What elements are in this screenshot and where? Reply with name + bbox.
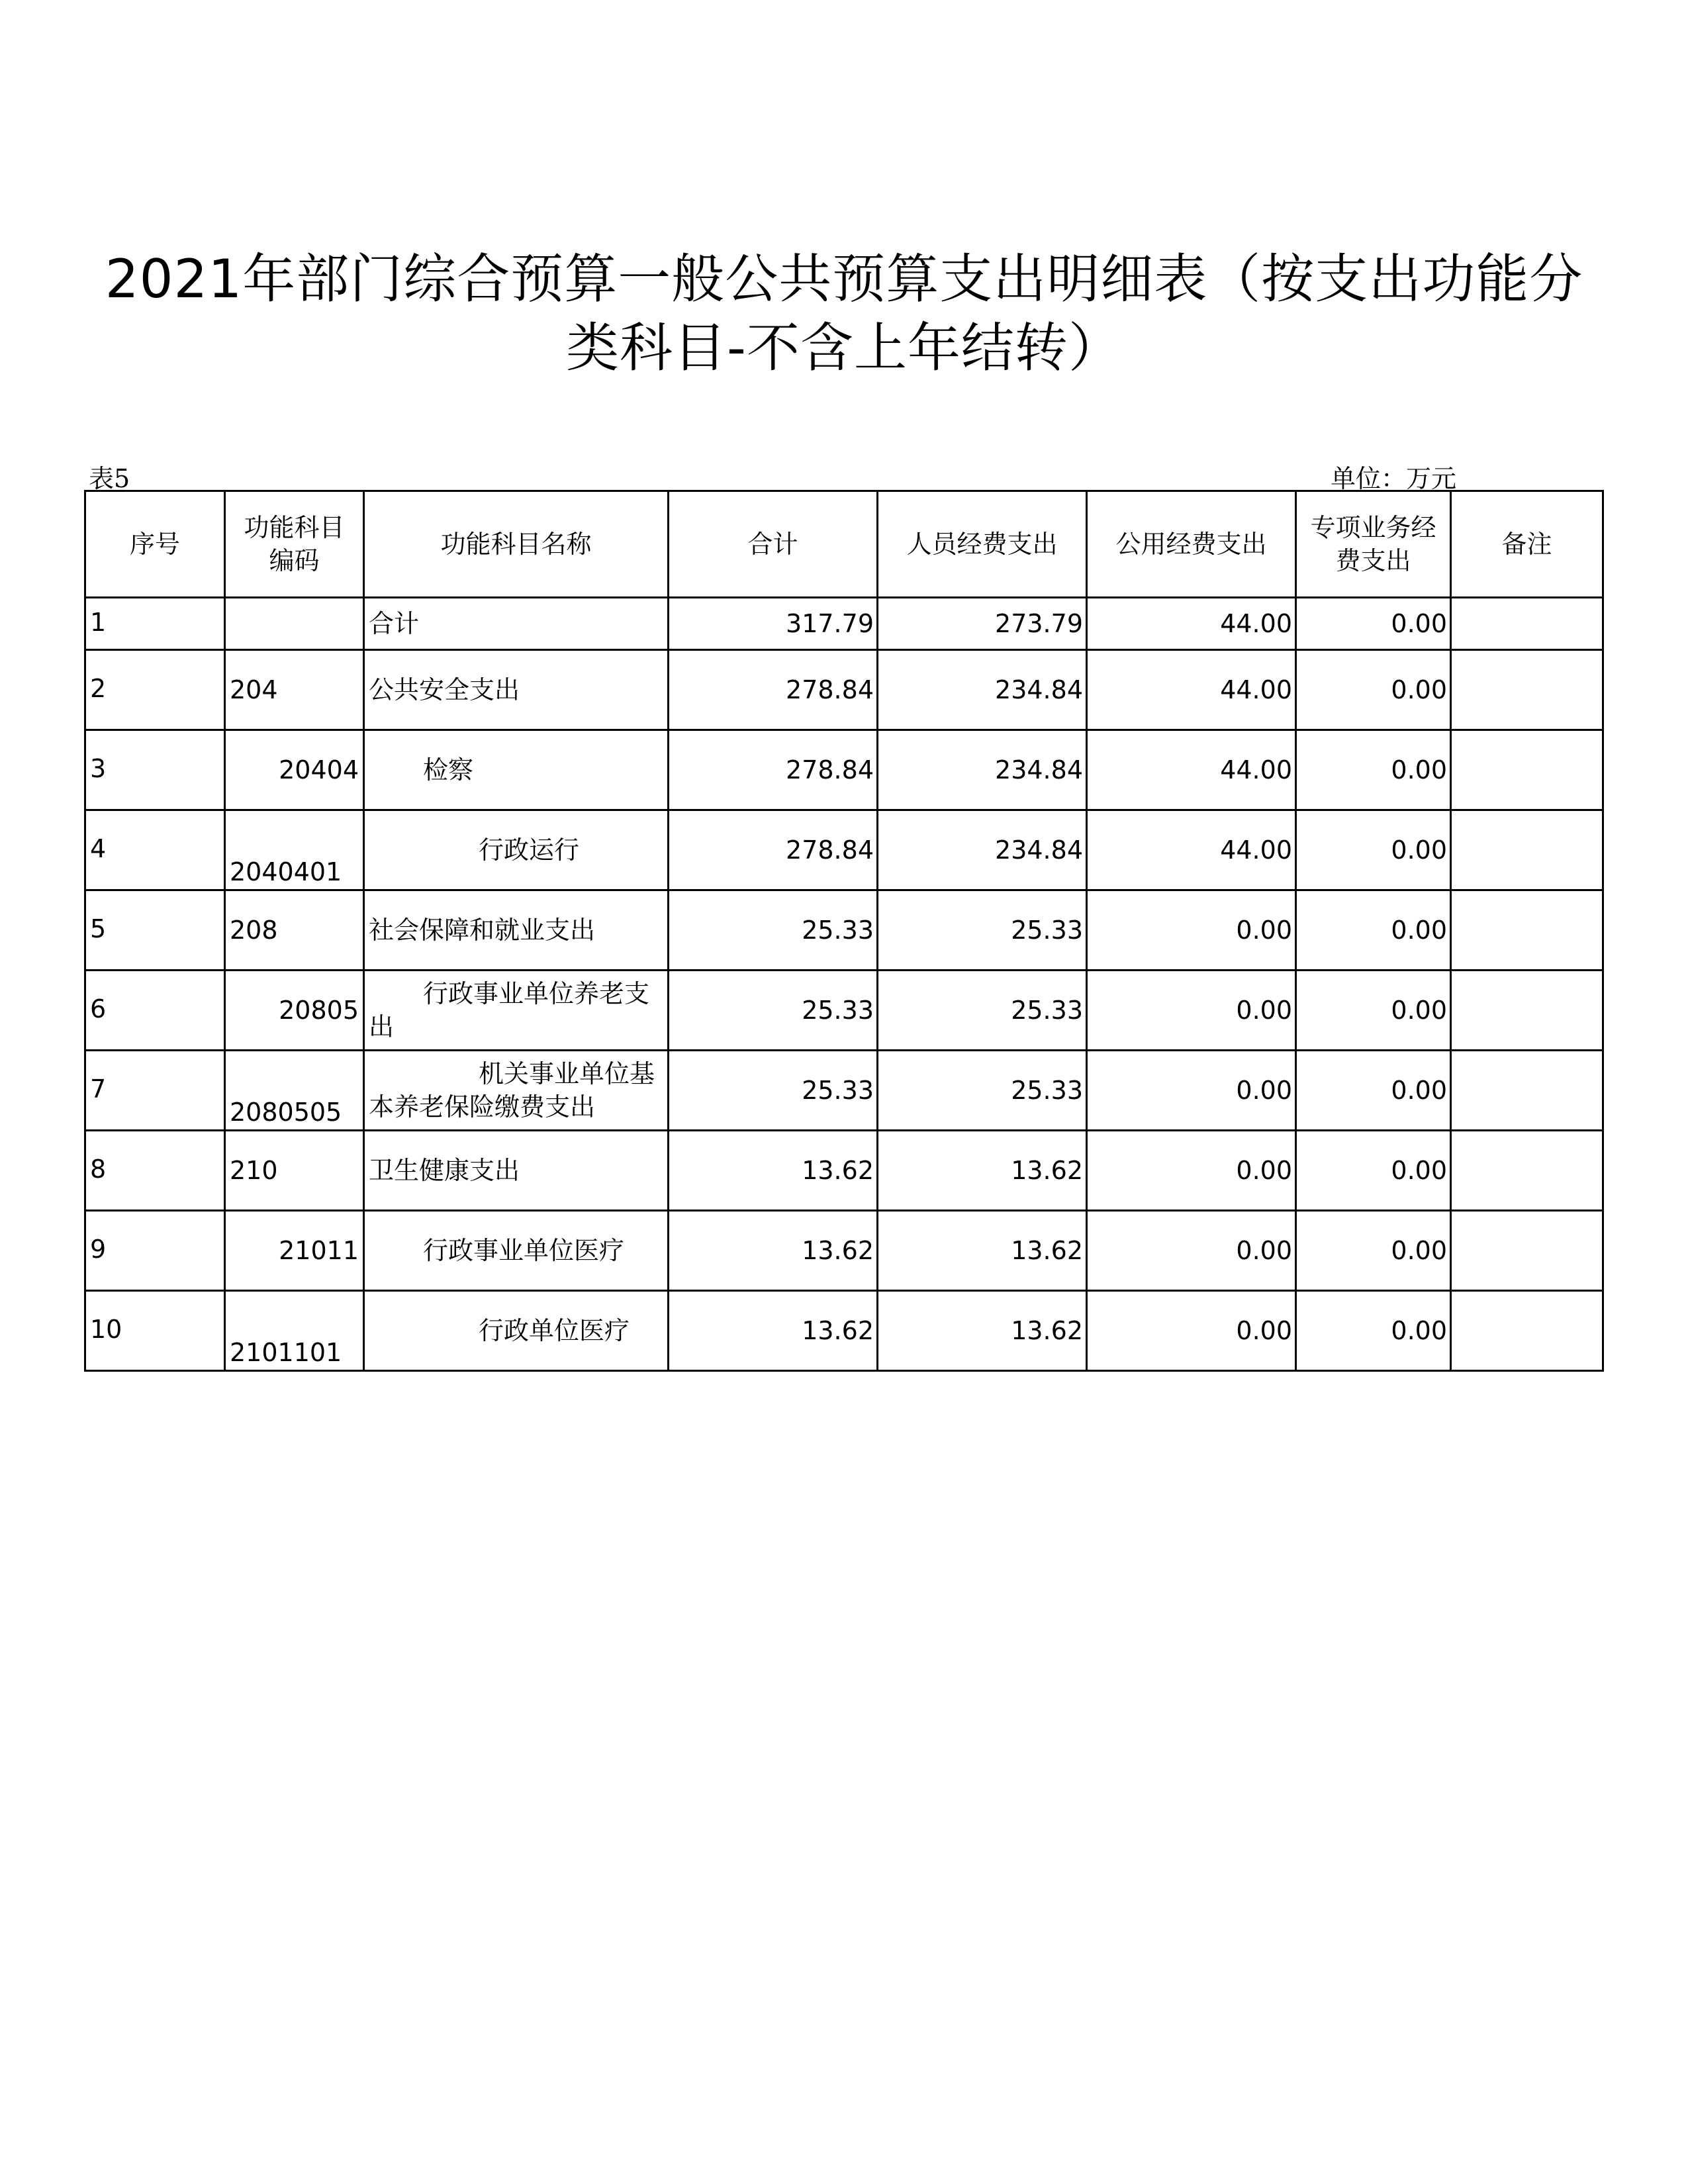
cell-code: 20404 [225,730,364,810]
cell-code: 208 [225,890,364,971]
table-row [85,1051,1603,1131]
budget-table [84,490,1604,1372]
seq-value: 1 [90,608,107,637]
name-value: 合计 [369,609,420,638]
cell-name [364,1051,669,1131]
cell-public: 0.00 [1087,1211,1296,1291]
seq-value: 4 [90,834,107,863]
cell-code: 2040401 [225,810,364,890]
cell-total: 278.84 [669,730,878,810]
cell-seq [85,1131,225,1211]
table-row [85,810,1603,890]
cell-total: 278.84 [669,810,878,890]
header-special: 专项业务经费支出 [1296,491,1451,598]
table-header-row [85,491,1603,598]
seq-value: 9 [90,1235,107,1264]
name-value: 卫生健康支出 [369,1156,520,1185]
header-seq: 序号 [85,491,225,598]
cell-total: 13.62 [669,1211,878,1291]
cell-personnel: 13.62 [878,1291,1087,1371]
cell-name [364,598,669,650]
cell-personnel: 234.84 [878,650,1087,730]
cell-name [364,890,669,971]
cell-total: 13.62 [669,1131,878,1211]
header-total: 合计 [669,491,878,598]
cell-special: 0.00 [1296,971,1451,1051]
seq-value: 10 [90,1315,122,1344]
cell-personnel: 13.62 [878,1131,1087,1211]
cell-total: 25.33 [669,971,878,1051]
table-row [85,598,1603,650]
table-row [85,1211,1603,1291]
cell-code: 2101101 [225,1291,364,1371]
cell-seq [85,650,225,730]
cell-seq [85,1051,225,1131]
cell-seq [85,598,225,650]
name-value: 行政事业单位医疗 [423,1236,625,1265]
cell-public: 0.00 [1087,890,1296,971]
cell-remark [1451,810,1603,890]
header-code: 功能科目编码 [225,491,364,598]
cell-code: 21011 [225,1211,364,1291]
header-personnel: 人员经费支出 [878,491,1087,598]
cell-personnel: 25.33 [878,1051,1087,1131]
name-value: 机关事业单位基本养老保险缴费支出 [369,1059,655,1121]
name-value: 检察 [423,755,474,784]
name-value: 公共安全支出 [369,675,520,704]
unit-label: 单位：万元 [1331,464,1457,493]
cell-special: 0.00 [1296,1051,1451,1131]
table-label: 表5 [89,464,130,493]
table-row [85,1291,1603,1371]
cell-public: 44.00 [1087,650,1296,730]
cell-remark [1451,1211,1603,1291]
header-public: 公用经费支出 [1087,491,1296,598]
cell-name [364,1291,669,1371]
cell-total: 317.79 [669,598,878,650]
cell-personnel: 25.33 [878,971,1087,1051]
cell-code: 210 [225,1131,364,1211]
table-row [85,730,1603,810]
cell-seq [85,971,225,1051]
seq-value: 6 [90,994,107,1023]
cell-special: 0.00 [1296,1291,1451,1371]
cell-total: 25.33 [669,1051,878,1131]
cell-seq [85,810,225,890]
cell-special: 0.00 [1296,890,1451,971]
seq-value: 5 [90,914,107,943]
cell-code [225,598,364,650]
cell-name [364,971,669,1051]
header-remark: 备注 [1451,491,1603,598]
cell-public: 0.00 [1087,1051,1296,1131]
cell-special: 0.00 [1296,730,1451,810]
cell-remark [1451,1051,1603,1131]
cell-total: 278.84 [669,650,878,730]
cell-total: 25.33 [669,890,878,971]
table-row [85,650,1603,730]
seq-value: 3 [90,754,107,783]
name-value: 行政事业单位养老支出 [369,979,650,1041]
cell-special: 0.00 [1296,1211,1451,1291]
seq-value: 2 [90,674,107,703]
cell-name [364,730,669,810]
cell-code: 204 [225,650,364,730]
cell-personnel: 25.33 [878,890,1087,971]
cell-special: 0.00 [1296,1131,1451,1211]
cell-personnel: 13.62 [878,1211,1087,1291]
cell-special: 0.00 [1296,810,1451,890]
cell-public: 44.00 [1087,598,1296,650]
seq-value: 7 [90,1074,107,1104]
cell-name [364,810,669,890]
cell-personnel: 234.84 [878,730,1087,810]
cell-remark [1451,1131,1603,1211]
cell-remark [1451,971,1603,1051]
cell-seq [85,1211,225,1291]
table-row [85,1131,1603,1211]
header-name: 功能科目名称 [364,491,669,598]
page-title: 2021年部门综合预算一般公共预算支出明细表（按支出功能分类科目-不含上年结转） [105,248,1583,379]
cell-special: 0.00 [1296,598,1451,650]
cell-public: 44.00 [1087,730,1296,810]
cell-total: 13.62 [669,1291,878,1371]
cell-name [364,650,669,730]
cell-remark [1451,730,1603,810]
cell-personnel: 273.79 [878,598,1087,650]
cell-public: 0.00 [1087,1131,1296,1211]
cell-code: 2080505 [225,1051,364,1131]
cell-name [364,1131,669,1211]
cell-remark [1451,890,1603,971]
seq-value: 8 [90,1155,107,1184]
cell-remark [1451,598,1603,650]
cell-personnel: 234.84 [878,810,1087,890]
cell-name [364,1211,669,1291]
cell-remark [1451,650,1603,730]
cell-public: 0.00 [1087,971,1296,1051]
table-row [85,890,1603,971]
cell-public: 0.00 [1087,1291,1296,1371]
name-value: 行政运行 [479,835,580,865]
cell-special: 0.00 [1296,650,1451,730]
name-value: 行政单位医疗 [479,1316,630,1345]
cell-seq [85,1291,225,1371]
cell-remark [1451,1291,1603,1371]
table-row [85,971,1603,1051]
cell-seq [85,890,225,971]
cell-seq [85,730,225,810]
cell-public: 44.00 [1087,810,1296,890]
cell-code: 20805 [225,971,364,1051]
name-value: 社会保障和就业支出 [369,916,596,945]
